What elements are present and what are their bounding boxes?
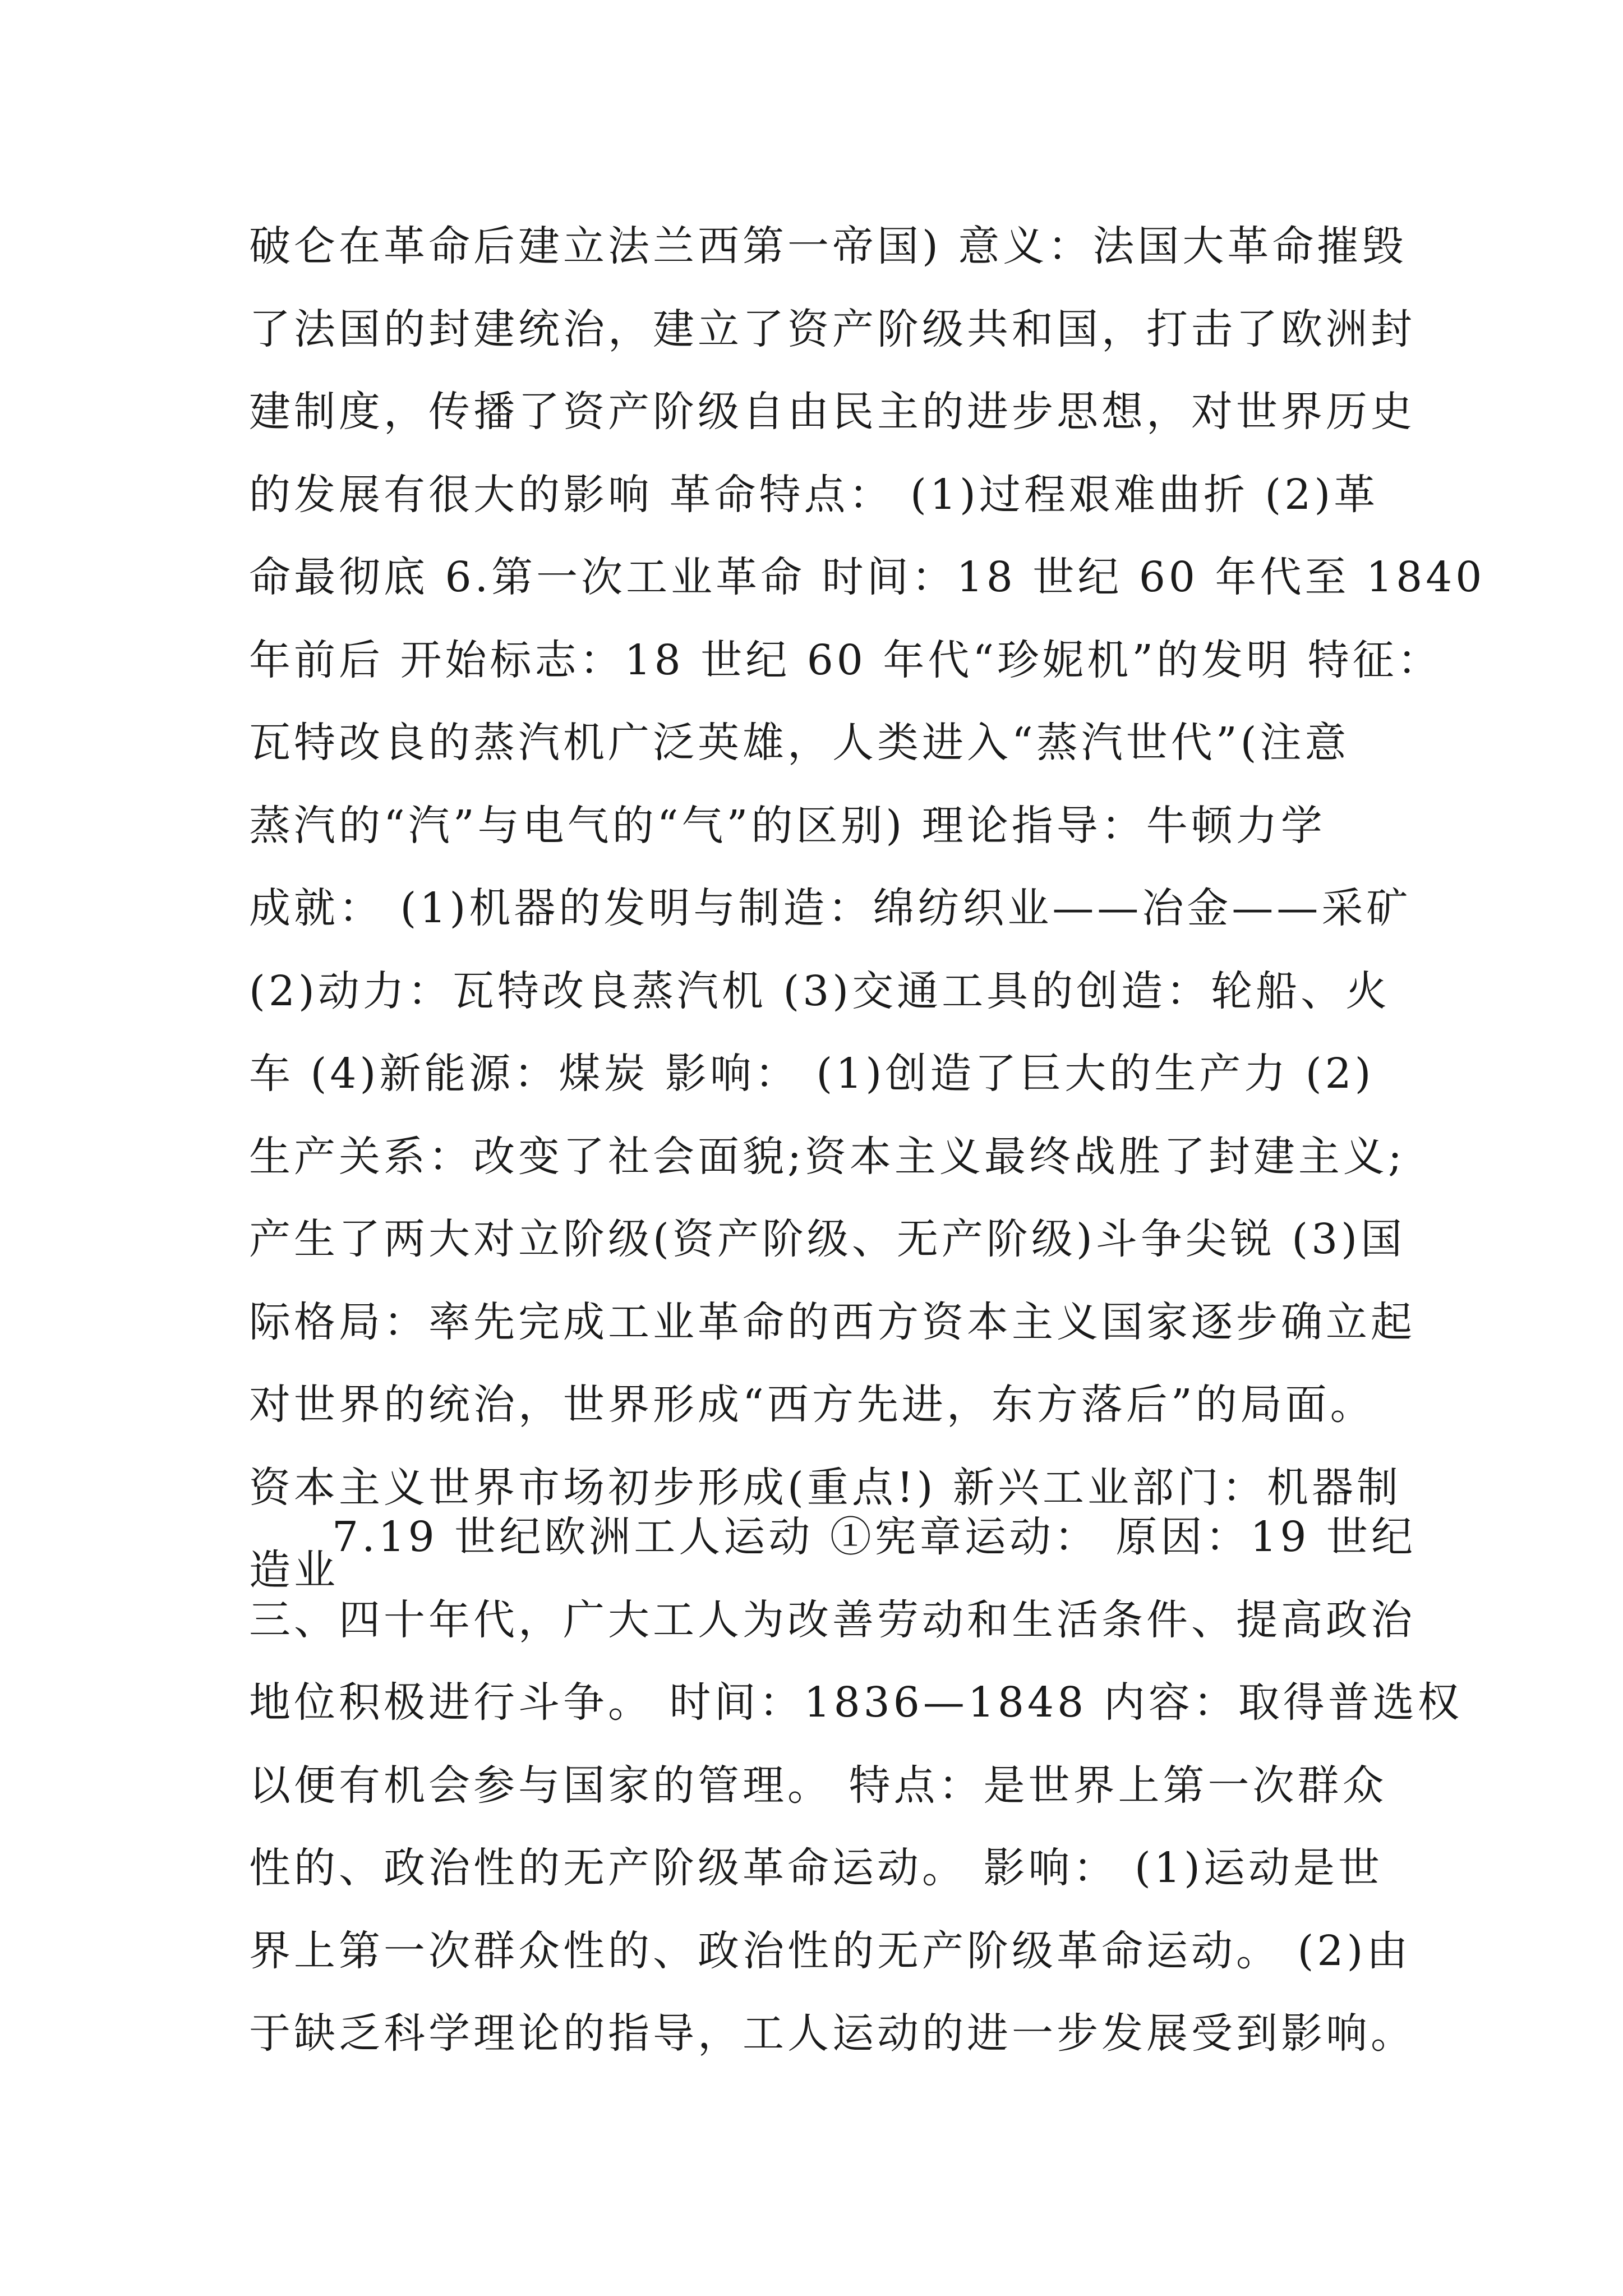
text-line: 对世界的统治，世界形成“西方先进，东方落后”的局面。 bbox=[249, 1381, 1375, 1429]
text-line: 资本主义世界市场初步形成(重点!) 新兴工业部门：机器制 bbox=[249, 1463, 1401, 1512]
text-line: 成就： (1)机器的发明与制造：绵纺织业——冶金——采矿 bbox=[249, 884, 1412, 932]
text-line: 地位积极进行斗争。 时间：1836—1848 内容：取得普选权 bbox=[249, 1678, 1463, 1727]
text-line: 生产关系：改变了社会面貌;资本主义最终战胜了封建主义; bbox=[249, 1132, 1405, 1181]
paragraph-2 bbox=[249, 1496, 1463, 2076]
text-line: 以便有机会参与国家的管理。 特点：是世界上第一次群众 bbox=[249, 1761, 1387, 1810]
text-line: 界上第一次群众性的、政治性的无产阶级革命运动。 (2)由 bbox=[249, 1926, 1412, 1975]
text-line: 7.19 世纪欧洲工人运动 ①宪章运动： 原因：19 世纪 bbox=[332, 1513, 1417, 1561]
text-line: 命最彻底 6.第一次工业革命 时间：18 世纪 60 年代至 1840 bbox=[249, 553, 1486, 601]
text-line: 产生了两大对立阶级(资产阶级、无产阶级)斗争尖锐 (3)国 bbox=[249, 1215, 1406, 1263]
text-line: 了法国的封建统治，建立了资产阶级共和国，打击了欧洲封 bbox=[249, 305, 1415, 353]
text-line: 造业 bbox=[249, 1546, 339, 1594]
text-line: 三、四十年代，广大工人为改善劳动和生活条件、提高政治 bbox=[249, 1595, 1415, 1644]
text-line: 瓦特改良的蒸汽机广泛英雄，人类进入“蒸汽世代”(注意 bbox=[249, 719, 1350, 767]
paragraph-1 bbox=[249, 205, 1486, 1612]
text-line: 破仑在革命后建立法兰西第一帝国) 意义：法国大革命摧毁 bbox=[249, 222, 1407, 270]
text-line: 于缺乏科学理论的指导，工人运动的进一步发展受到影响。 bbox=[249, 2009, 1415, 2058]
text-line: 年前后 开始标志：18 世纪 60 年代“珍妮机”的发明 特征： bbox=[249, 636, 1442, 684]
text-line: 蒸汽的“汽”与电气的“气”的区别) 理论指导：牛顿力学 bbox=[249, 801, 1326, 850]
text-line: 性的、政治性的无产阶级革命运动。 影响： (1)运动是世 bbox=[249, 1844, 1383, 1892]
text-line: 的发展有很大的影响 革命特点： (1)过程艰难曲折 (2)革 bbox=[249, 470, 1379, 519]
text-line: 车 (4)新能源：煤炭 影响： (1)创造了巨大的生产力 (2) bbox=[249, 1050, 1375, 1098]
text-line: 建制度，传播了资产阶级自由民主的进步思想，对世界历史 bbox=[249, 388, 1415, 436]
text-line: (2)动力：瓦特改良蒸汽机 (3)交通工具的创造：轮船、火 bbox=[249, 967, 1391, 1015]
text-line: 际格局：率先完成工业革命的西方资本主义国家逐步确立起 bbox=[249, 1297, 1415, 1346]
